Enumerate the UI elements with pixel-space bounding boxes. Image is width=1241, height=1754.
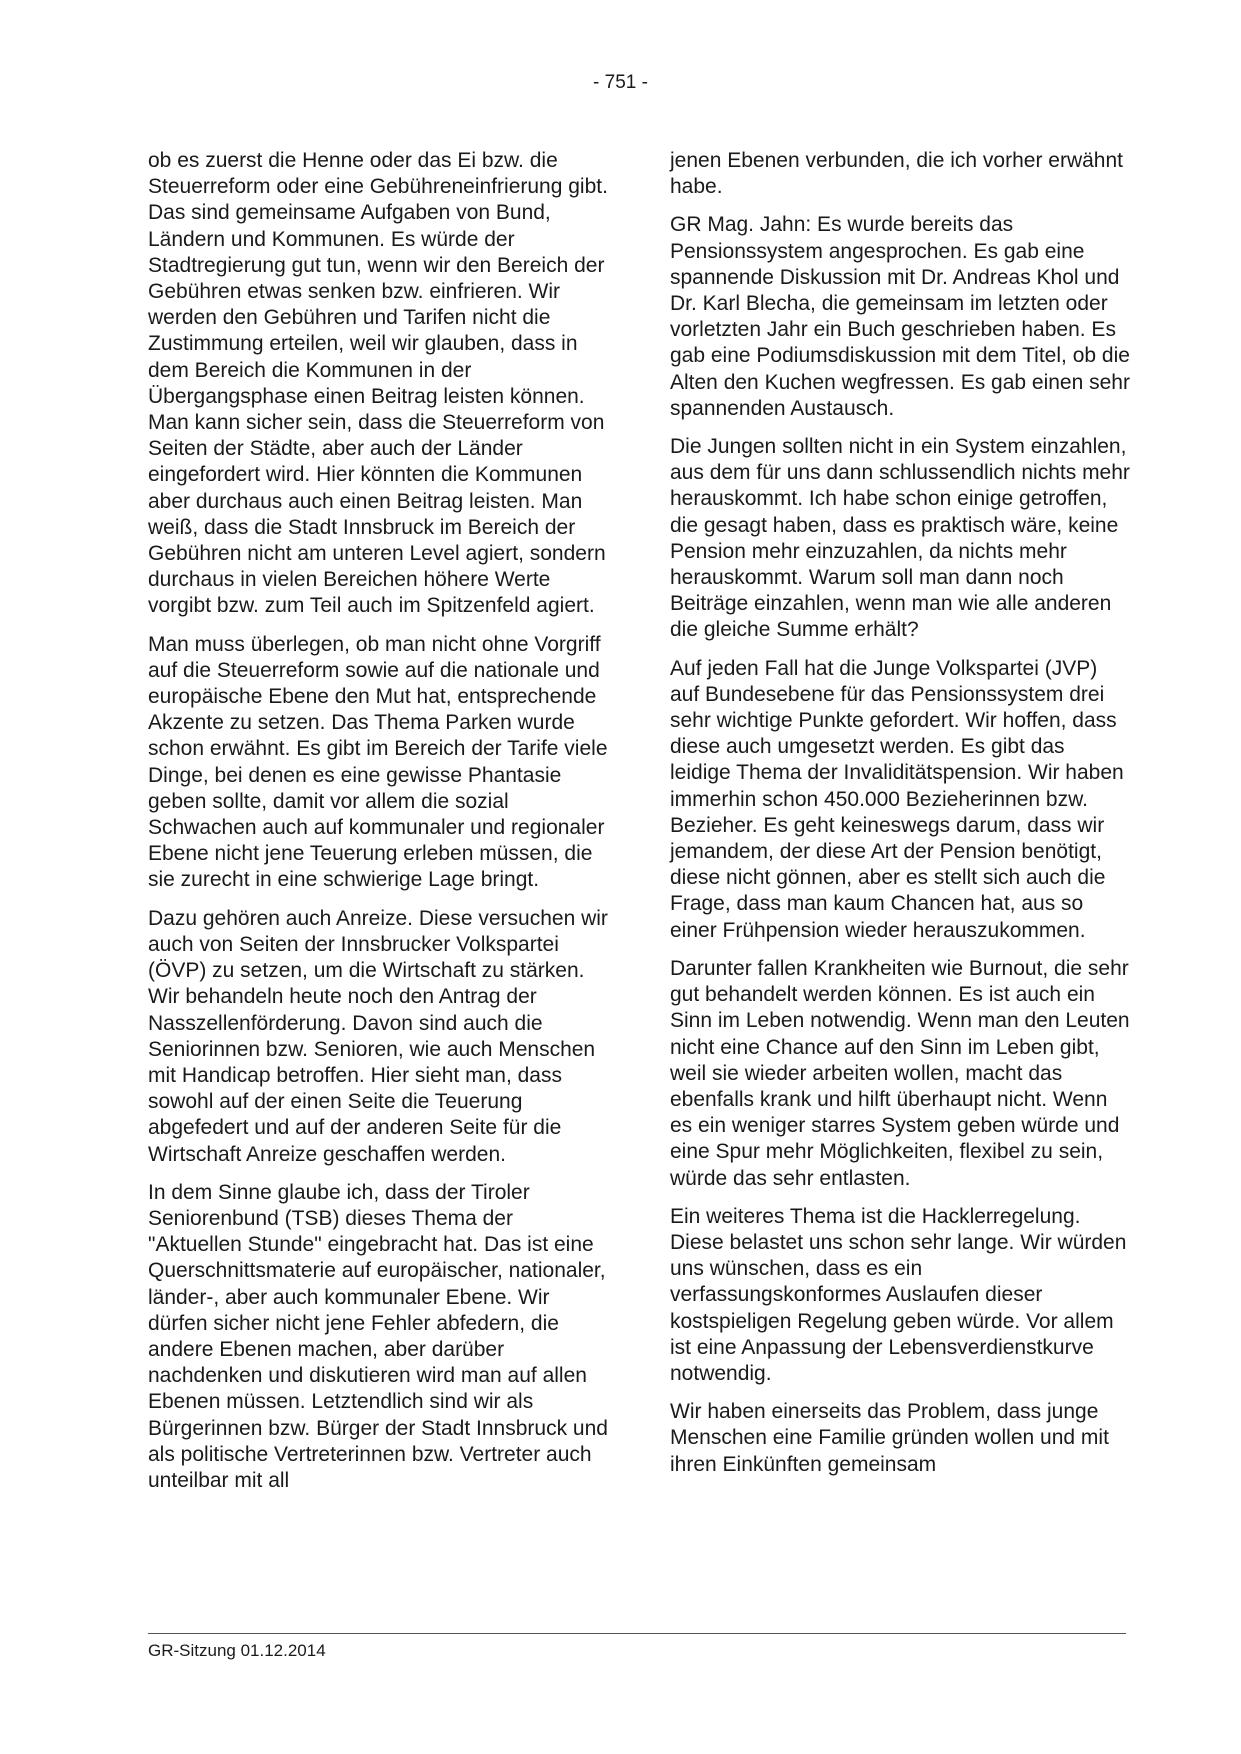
paragraph: ob es zuerst die Henne oder das Ei bzw. die Steuerreform oder eine Gebühreneinfrierung gibt. Das sind gemeinsame Aufgaben von Bund, Ländern und Kommunen. Es würde der Stadtregierung gut tun, wenn wir den Bereich der Gebühren etwas senken bzw. einfrieren. Wir werden den Gebühren und Tarifen nicht die Zustimmung erteilen, weil wir glauben, dass in dem Bereich die Kommunen in der Übergangsphase einen Beitrag leisten können. Man kann sicher sein, dass die Steuerreform von Seiten der Städte, aber auch der Länder eingefordert wird. Hier könnten die Kommunen aber durchaus auch einen Beitrag leisten. Man weiß, dass die Stadt Innsbruck im Bereich der Gebühren nicht am unteren Level agiert, sondern durchaus in vielen Bereichen höhere Werte vorgibt bzw. zum Teil auch im Spitzenfeld agiert. (148, 149, 608, 618)
paragraph: Die Jungen sollten nicht in ein System einzahlen, aus dem für uns dann schlussendlich nichts mehr herauskommt. Ich habe schon einige getroffen, die gesagt haben, dass es praktisch wäre, keine Pension mehr einzuzahlen, da nichts mehr herauskommt. Warum soll man dann noch Beiträge einzahlen, wenn man wie alle anderen die gleiche Summe erhält? (670, 435, 1130, 642)
paragraph: Wir haben einerseits das Problem, dass junge Menschen eine Familie gründen wollen und mit ihren Einkünften gemeinsam (670, 1400, 1109, 1476)
paragraph: Auf jeden Fall hat die Junge Volkspartei (JVP) auf Bundesebene für das Pensionssystem drei sehr wichtige Punkte gefordert. Wir hoffen, dass diese auch umgesetzt werden. Es gibt das leidige Thema der Invaliditätspension. Wir haben immerhin schon 450.000 Bezieherinnen bzw. Bezieher. Es geht keineswegs darum, dass wir jemandem, der diese Art der Pension benötigt, diese nicht gönnen, aber es stellt sich auch die Frage, dass man kaum Chancen hat, aus so einer Frühpension wieder herauszukommen. (670, 656, 1124, 942)
footer-divider (148, 1633, 1126, 1634)
paragraph: Ein weiteres Thema ist die Hacklerregelung. Diese belastet uns schon sehr lange. Wir würden uns wünschen, dass es ein verfassungskonformes Auslaufen dieser kostspieligen Regelung geben würde. Vor allem ist eine Anpassung der Lebensverdienstkurve notwendig. (670, 1204, 1127, 1385)
paragraph: In dem Sinne glaube ich, dass der Tiroler Seniorenbund (TSB) dieses Thema der "Aktuellen Stunde" eingebracht hat. Das ist eine Querschnittsmaterie auf europäischer, nationaler, länder-, aber auch kommunaler Ebene. Wir dürfen sicher nicht jene Fehler abfedern, die andere Ebenen machen, aber darüber nachdenken und diskutieren wird man auf allen Ebenen müssen. Letztendlich sind wir als Bürgerinnen bzw. Bürger der Stadt Innsbruck und als politische Vertreterinnen bzw. Vertreter auch unteilbar mit all (148, 1180, 608, 1492)
footer-session-date: GR-Sitzung 01.12.2014 (148, 1641, 326, 1660)
paragraph: Dazu gehören auch Anreize. Diese versuchen wir auch von Seiten der Innsbrucker Volkspartei (ÖVP) zu setzen, um die Wirtschaft zu stärken. Wir behandeln heute noch den Antrag der Nasszellenförderung. Davon sind auch die Seniorinnen bzw. Senioren, wie auch Menschen mit Handicap betroffen. Hier sieht man, dass sowohl auf der einen Seite die Teuerung abgefedert und auf der anderen Seite für die Wirtschaft Anreize geschaffen werden. (148, 906, 608, 1166)
paragraph: GR Mag. Jahn: Es wurde bereits das Pensionssystem angesprochen. Es gab eine spannende Diskussion mit Dr. Andreas Khol und Dr. Karl Blecha, die gemeinsam im letzten oder vorletzten Jahr ein Buch geschrieben haben. Es gab eine Podiumsdiskussion mit dem Titel, ob die Alten den Kuchen wegfressen. Es gab einen sehr spannenden Austausch. (670, 213, 1130, 420)
paragraph: jenen Ebenen verbunden, die ich vorher erwähnt habe. (670, 149, 1123, 199)
paragraph: Darunter fallen Krankheiten wie Burnout, die sehr gut behandelt werden können. Es ist auch ein Sinn im Leben notwendig. Wenn man den Leuten nicht eine Chance auf den Sinn im Leben gibt, weil sie wieder arbeiten wollen, macht das ebenfalls krank und hilft überhaupt nicht. Wenn es ein weniger starres System geben würde und eine Spur mehr Möglichkeiten, flexibel zu sein, würde das sehr entlasten. (670, 956, 1130, 1190)
left-column (148, 148, 608, 1506)
page-number: - 751 - (593, 72, 648, 93)
paragraph: Man muss überlegen, ob man nicht ohne Vorgriff auf die Steuerreform sowie auf die nationale und europäische Ebene den Mut hat, entsprechende Akzente zu setzen. Das Thema Parken wurde schon erwähnt. Es gibt im Bereich der Tarife viele Dinge, bei denen es eine gewisse Phantasie geben sollte, damit vor allem die sozial Schwachen auch auf kommunaler und regionaler Ebene nicht jene Teuerung erleben müssen, die sie zurecht in eine schwierige Lage bringt. (148, 632, 608, 892)
right-column (670, 148, 1130, 1490)
